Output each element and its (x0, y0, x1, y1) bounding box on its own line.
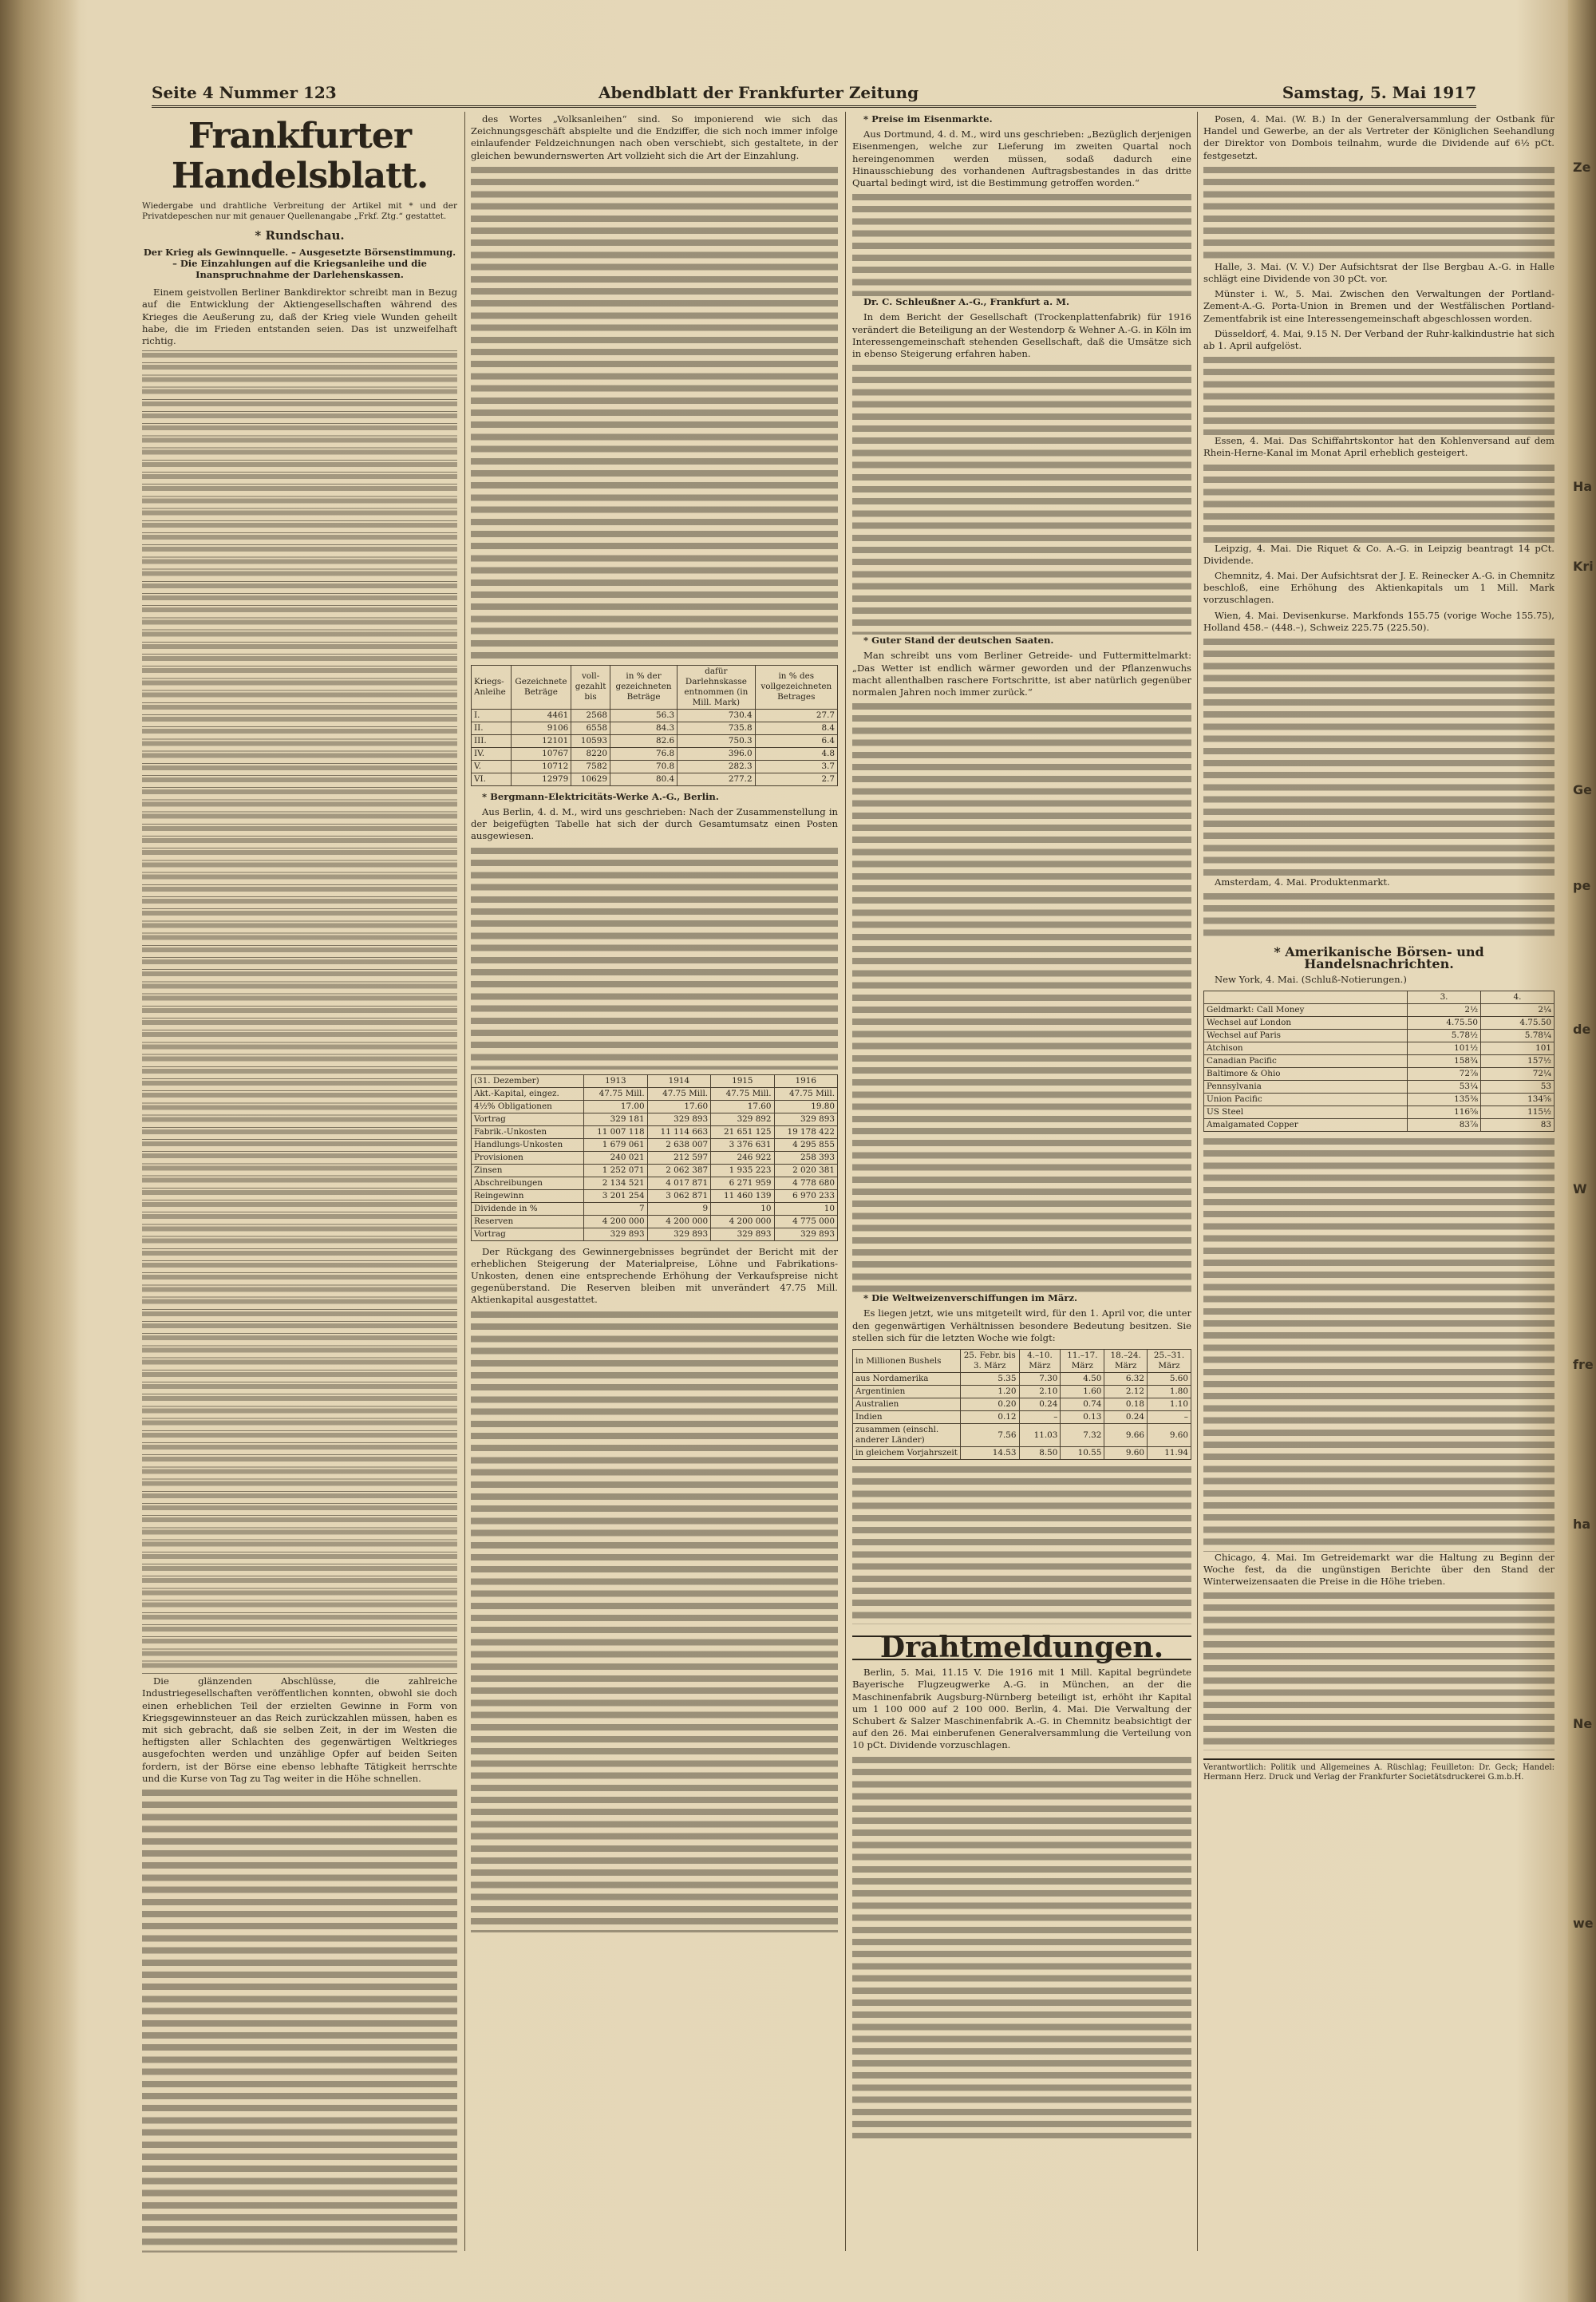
article-body-text (852, 702, 1191, 1292)
table-cell: 70.8 (610, 760, 677, 773)
table-row (472, 722, 838, 734)
table-cell: 9.60 (1104, 1447, 1148, 1460)
table-cell: Wechsel auf London (1204, 1016, 1408, 1029)
book-gutter (0, 0, 80, 2302)
table-cell: 10712 (511, 760, 571, 773)
table-cell: 2 062 387 (647, 1164, 710, 1177)
table-cell: 2 134 521 (584, 1177, 647, 1189)
table-cell: 212 597 (647, 1151, 710, 1164)
table-cell: Union Pacific (1204, 1093, 1408, 1106)
article-body-text (471, 1310, 838, 1932)
table-cell: aus Nordamerika (853, 1373, 961, 1386)
table-cell: 53 (1481, 1080, 1555, 1093)
table-cell: 17.00 (584, 1100, 647, 1113)
table-cell: 10.55 (1061, 1447, 1104, 1460)
table-cell: 8.4 (755, 722, 837, 734)
table-header-cell: 25. Febr. bis 3. März (960, 1350, 1019, 1373)
edge-fragment: Ze (1573, 160, 1591, 175)
table-cell: 6.32 (1104, 1373, 1148, 1386)
table-row (853, 1398, 1191, 1411)
table-cell: 2¼ (1481, 1003, 1555, 1016)
article-paragraph: Chicago, 4. Mai. Im Getreidemarkt war die Haltung zu Beginn der Woche fest, da die ungünstigen Berichte über den Stand der Winterweizensaaten die Preise in die Höhe trieben. (1203, 1551, 1555, 1588)
table-header-cell: 3. (1408, 991, 1481, 1003)
table-cell: Fabrik.-Unkosten (472, 1125, 584, 1138)
table-cell: 240 021 (584, 1151, 647, 1164)
article-paragraph: New York, 4. Mai. (Schluß-Notierungen.) (1215, 973, 1407, 985)
article-lede: Der Krieg als Gewinnquelle. – Ausgesetzte Börsenstimmung. – Die Einzahlungen auf die Kriegsanleihe und die Inanspruchnahme der Darlehenskassen. (143, 247, 456, 281)
facing-page-edge (1568, 0, 1596, 2302)
table-cell: 17.60 (647, 1100, 710, 1113)
table-header-cell: 1915 (711, 1074, 774, 1087)
table-cell: 329 893 (711, 1228, 774, 1240)
table-cell: 2.10 (1019, 1386, 1061, 1398)
table-cell: 4 200 000 (647, 1215, 710, 1228)
table-cell: 0.20 (960, 1398, 1019, 1411)
table-cell: 3 201 254 (584, 1189, 647, 1202)
article-paragraph: Die glänzenden Abschlüsse, die zahlreiche Industriegesellschaften veröffentlichen konnten, obwohl sie doch einen erheblichen Teil der erzielten Gewinne in Form von Kriegsgewinnsteuer an das Reich zurückzahlen müssen, haben es mit sich gebracht, daß sie selben Zeit, in der im Westen die heftigsten aller Schlachten des gegenwärtigen Weltkrieges ausgefochten werden und unzählige Opfer auf beiden Seiten fordern, ist der Börse eine ebenso lebhafte Tätigkeit herrschte und die Kurse von Tag zu Tag weiter in die Höhe schnellen. (142, 1675, 457, 1784)
table-cell: VI. (472, 773, 512, 785)
table-cell: Geldmarkt: Call Money (1204, 1003, 1408, 1016)
table-cell: 8220 (571, 747, 610, 760)
table-cell: 19.80 (774, 1100, 837, 1113)
table-cell: 4½% Obligationen (472, 1100, 584, 1113)
table-row (472, 1087, 838, 1100)
article-heading: * Guter Stand der deutschen Saaten. (863, 635, 1054, 647)
table-header-cell: 4. (1481, 991, 1555, 1003)
table-row (472, 1228, 838, 1240)
table-cell: – (1148, 1411, 1191, 1424)
table-cell: 0.74 (1061, 1398, 1104, 1411)
table-cell: 329 892 (711, 1113, 774, 1125)
table-cell: 329 893 (647, 1113, 710, 1125)
table-cell: 47.75 Mill. (584, 1087, 647, 1100)
table-cell: 72⅞ (1408, 1067, 1481, 1080)
wire-news-title: Drahtmeldungen. (852, 1636, 1191, 1660)
table-cell: 10593 (571, 734, 610, 747)
table-cell: 1.60 (1061, 1386, 1104, 1398)
table-cell: 134⅝ (1481, 1093, 1555, 1106)
table-cell: 329 893 (584, 1228, 647, 1240)
table-cell: I. (472, 709, 512, 722)
table-cell: Baltimore & Ohio (1204, 1067, 1408, 1080)
table-cell: 56.3 (610, 709, 677, 722)
table-cell: 8.50 (1019, 1447, 1061, 1460)
table-cell: 14.53 (960, 1447, 1019, 1460)
table-cell: Abschreibungen (472, 1177, 584, 1189)
table-cell: 3 376 631 (711, 1138, 774, 1151)
article-paragraph: Essen, 4. Mai. Das Schiffahrtskontor hat den Kohlenversand auf dem Rhein-Herne-Kanal im Monat April erheblich gesteigert. (1203, 435, 1555, 459)
table-cell: 6558 (571, 722, 610, 734)
table-cell: 80.4 (610, 773, 677, 785)
edge-fragment: W (1573, 1181, 1587, 1196)
table-row (1204, 1042, 1555, 1054)
table-cell: 282.3 (678, 760, 755, 773)
table-cell: 17.60 (711, 1100, 774, 1113)
edge-fragment: Ge (1573, 782, 1592, 797)
article-paragraph: Berlin, 5. Mai, 11.15 V. Die 1916 mit 1 Mill. Kapital begründete Bayerische Flugzeugwerke A.-G. in München, an der die Maschinenfabrik Augsburg-Nürnberg beteiligt ist, erhöht ihr Kapital um 1 100 000 auf 2 100 000. Berlin, 4. Mai. Die Verwaltung der Schubert & Salzer Maschinenfabrik A.-G. in Chemnitz beabsichtigt der auf den 26. Mai einberufenen Generalversammlung die Verteilung von 10 pCt. Dividende vorzuschlagen. (852, 1667, 1191, 1751)
table-cell: 0.18 (1104, 1398, 1148, 1411)
table-cell: 5.35 (960, 1373, 1019, 1386)
article-paragraph: Amsterdam, 4. Mai. Produktenmarkt. (1215, 876, 1390, 888)
table-cell: 82.6 (610, 734, 677, 747)
section-heading: * Amerikanische Börsen- und Handelsnachrichten. (1274, 944, 1484, 972)
table-header-cell: 25.–31. März (1148, 1350, 1191, 1373)
table-header-cell: 1914 (647, 1074, 710, 1087)
article-paragraph: In dem Bericht der Gesellschaft (Trockenplattenfabrik) für 1916 verändert die Beteiligung an der Westendorp & Wehner A.-G. in Köln im Interessengemeinschaft stehenden Gesellschaft, daß die Umsätze sich in ebenso Steigerung erfahren haben. (852, 311, 1191, 360)
table-cell: 11.94 (1148, 1447, 1191, 1460)
table-cell: Wechsel auf Paris (1204, 1029, 1408, 1042)
table-cell: Canadian Pacific (1204, 1054, 1408, 1067)
table-cell: 5.78½ (1408, 1029, 1481, 1042)
table-cell: 135⅜ (1408, 1093, 1481, 1106)
table-cell: 12101 (511, 734, 571, 747)
article-body-text (1203, 355, 1555, 435)
edge-fragment: de (1573, 1022, 1591, 1037)
table-cell: Zinsen (472, 1164, 584, 1177)
table-row (472, 1125, 838, 1138)
table-row (472, 709, 838, 722)
table-cell: US Steel (1204, 1106, 1408, 1118)
table-cell: 1 935 223 (711, 1164, 774, 1177)
table-cell: 47.75 Mill. (711, 1087, 774, 1100)
table-cell: 2568 (571, 709, 610, 722)
article-paragraph: des Wortes „Volksanleihen“ sind. So imponierend wie sich das Zeichnungsgeschäft abspielte und die Endziffer, die sich noch immer infolge einlaufender Feldzeichnungen nach oben verschiebt, sich gestaltete, in der gleichen bewundernswerten Art vollzieht sich die Art der Einzahlung. (471, 113, 838, 161)
section-masthead: Frankfurter Handelsblatt. (171, 116, 429, 196)
article-body-text (142, 350, 457, 1675)
table-cell: 1 679 061 (584, 1138, 647, 1151)
table-cell: Handlungs-Unkosten (472, 1138, 584, 1151)
table-row (472, 773, 838, 785)
column-4 (1203, 113, 1555, 2253)
table-cell: Provisionen (472, 1151, 584, 1164)
table-cell: 101½ (1408, 1042, 1481, 1054)
table-row (1204, 1067, 1555, 1080)
table-cell: Akt.-Kapital, eingez. (472, 1087, 584, 1100)
table-row (472, 1113, 838, 1125)
table-cell: 0.24 (1104, 1411, 1148, 1424)
table-row (853, 1424, 1191, 1447)
table-cell: 0.24 (1019, 1398, 1061, 1411)
table-header-cell (1204, 991, 1408, 1003)
table-row (472, 1202, 838, 1215)
table-cell: Vortrag (472, 1113, 584, 1125)
table-cell: Pennsylvania (1204, 1080, 1408, 1093)
table-header-cell: 18.–24. März (1104, 1350, 1148, 1373)
table-cell: 21 651 125 (711, 1125, 774, 1138)
table-cell: 158¾ (1408, 1054, 1481, 1067)
table-cell: 84.3 (610, 722, 677, 734)
table-cell: Indien (853, 1411, 961, 1424)
table-row (472, 1138, 838, 1151)
edge-fragment: pe (1573, 878, 1591, 893)
edge-fragment: ha (1573, 1517, 1591, 1532)
column-1 (142, 113, 457, 2253)
table-row (853, 1386, 1191, 1398)
article-heading: Dr. C. Schleußner A.-G., Frankfurt a. M. (863, 296, 1070, 308)
bergmann-balance-table (471, 1074, 838, 1241)
table-cell: 4.75.50 (1408, 1016, 1481, 1029)
table-cell: 2.7 (755, 773, 837, 785)
table-cell: 329 893 (774, 1228, 837, 1240)
table-row (1204, 1118, 1555, 1131)
article-paragraph: Man schreibt uns vom Berliner Getreide- und Futtermittelmarkt: „Das Wetter ist endlich wärmer geworden und der Pflanzenwuchs macht allenthalben raschere Fortschritte, ist aber natürlich gegenüber normalen Jahren noch immer zurück.“ (852, 650, 1191, 698)
article-body-text (852, 1755, 1191, 2138)
table-cell: III. (472, 734, 512, 747)
table-cell: 277.2 (678, 773, 755, 785)
table-header-cell: 1913 (584, 1074, 647, 1087)
table-cell: 735.8 (678, 722, 755, 734)
table-row (1204, 1093, 1555, 1106)
table-cell: 157½ (1481, 1054, 1555, 1067)
edge-fragment: Kri (1573, 559, 1594, 574)
article-heading: * Bergmann-Elektricitäts-Werke A.-G., Berlin. (482, 790, 719, 802)
table-cell: 750.3 (678, 734, 755, 747)
table-cell: 2 020 381 (774, 1164, 837, 1177)
edge-fragment: Ne (1573, 1716, 1593, 1731)
article-paragraph: Leipzig, 4. Mai. Die Riquet & Co. A.-G. in Leipzig beantragt 14 pCt. Dividende. (1203, 542, 1555, 566)
article-paragraph: Chemnitz, 4. Mai. Der Aufsichtsrat der J. E. Reinecker A.-G. in Chemnitz beschloß, eine Erhöhung des Aktienkapitals um 1 Mill. Mark vorzuschlagen. (1203, 570, 1555, 606)
table-cell: 4 200 000 (711, 1215, 774, 1228)
table-cell: 53¼ (1408, 1080, 1481, 1093)
page-number: Seite 4 Nummer 123 (152, 83, 337, 102)
table-cell: 72¼ (1481, 1067, 1555, 1080)
table-cell: 11 007 118 (584, 1125, 647, 1138)
table-cell: 83 (1481, 1118, 1555, 1131)
table-header-cell: 1916 (774, 1074, 837, 1087)
column-rule (464, 112, 465, 2251)
table-cell: 27.7 (755, 709, 837, 722)
table-row (853, 1447, 1191, 1460)
article-paragraph: Wien, 4. Mai. Devisenkurse. Markfonds 155.75 (vorige Woche 155.75), Holland 458.– (448.–), Schweiz 225.75 (225.50). (1203, 609, 1555, 633)
table-row (1204, 1016, 1555, 1029)
column-rule (1197, 112, 1198, 2251)
table-cell: 11.03 (1019, 1424, 1061, 1447)
table-cell: 6.4 (755, 734, 837, 747)
table-cell: 2½ (1408, 1003, 1481, 1016)
article-heading: * Die Weltweizenverschiffungen im März. (863, 1292, 1078, 1304)
table-cell: 19 178 422 (774, 1125, 837, 1138)
article-body-text (1203, 1591, 1555, 1750)
article-body-text (1203, 637, 1555, 876)
table-cell: 6 271 959 (711, 1177, 774, 1189)
table-cell: 101 (1481, 1042, 1555, 1054)
table-cell: 396.0 (678, 747, 755, 760)
article-paragraph: Posen, 4. Mai. (W. B.) In der Generalversammlung der Ostbank für Handel und Gewerbe, an der als Vertreter der Königlichen Seehandlung der Direktor von Dombois teilnahm, wurde die Dividende auf 6½ pCt. festgesetzt. (1203, 113, 1555, 161)
table-cell: V. (472, 760, 512, 773)
article-paragraph: Aus Berlin, 4. d. M., wird uns geschrieben: Nach der Zusammenstellung in der beigefügten Tabelle hat sich der durch Gesamtumsatz einen Posten ausgewiesen. (471, 806, 838, 842)
table-cell: 0.13 (1061, 1411, 1104, 1424)
table-cell: 329 893 (647, 1228, 710, 1240)
newspaper-name: Abendblatt der Frankfurter Zeitung (598, 83, 919, 102)
table-cell: 9 (647, 1202, 710, 1215)
article-paragraph: Düsseldorf, 4. Mai, 9.15 N. Der Verband der Ruhr-kalkindustrie hat sich ab 1. April aufgelöst. (1203, 327, 1555, 352)
table-cell: 7.56 (960, 1424, 1019, 1447)
article-body-text (471, 846, 838, 1070)
table-header-cell: (31. Dezember) (472, 1074, 584, 1087)
table-row (472, 1189, 838, 1202)
table-cell: 4.50 (1061, 1373, 1104, 1386)
table-cell: 11 460 139 (711, 1189, 774, 1202)
table-cell: II. (472, 722, 512, 734)
edge-fragment: fre (1573, 1357, 1594, 1372)
table-cell: 9106 (511, 722, 571, 734)
table-cell: Reingewinn (472, 1189, 584, 1202)
table-cell: 76.8 (610, 747, 677, 760)
column-2 (471, 113, 838, 2253)
article-body-text (1203, 892, 1555, 939)
table-row (472, 760, 838, 773)
table-cell: Argentinien (853, 1386, 961, 1398)
article-paragraph: Halle, 3. Mai. (V. V.) Der Aufsichtsrat der Ilse Bergbau A.-G. in Halle schlägt eine Dividende von 30 pCt. vor. (1203, 260, 1555, 285)
imprint-footer: Verantwortlich: Politik und Allgemeines A. Rüschlag; Feuilleton: Dr. Geck; Handel: Hermann Herz. Druck und Verlag der Frankfurter Societätsdruckerei G.m.b.H. (1203, 1758, 1555, 1782)
table-row (472, 1164, 838, 1177)
table-cell: 0.12 (960, 1411, 1019, 1424)
table-row (1204, 1003, 1555, 1016)
table-cell: 329 893 (774, 1113, 837, 1125)
table-cell: 1.20 (960, 1386, 1019, 1398)
table-cell: 9.60 (1148, 1424, 1191, 1447)
table-row (853, 1373, 1191, 1386)
table-cell: 730.4 (678, 709, 755, 722)
table-row (1204, 1106, 1555, 1118)
table-row (472, 734, 838, 747)
table-cell: 10629 (571, 773, 610, 785)
table-cell: 1.80 (1148, 1386, 1191, 1398)
table-cell: Amalgamated Copper (1204, 1118, 1408, 1131)
wheat-shipments-table (852, 1349, 1191, 1460)
table-cell: 83⅞ (1408, 1118, 1481, 1131)
table-cell: 5.60 (1148, 1373, 1191, 1386)
table-cell: Australien (853, 1398, 961, 1411)
table-cell: 4 775 000 (774, 1215, 837, 1228)
article-body-text (1203, 165, 1555, 261)
table-cell: 7582 (571, 760, 610, 773)
article-body-text (142, 1788, 457, 2253)
table-cell: 7.30 (1019, 1373, 1061, 1386)
table-cell: 4 200 000 (584, 1215, 647, 1228)
table-cell: 9.66 (1104, 1424, 1148, 1447)
table-cell: – (1019, 1411, 1061, 1424)
table-cell: 115½ (1481, 1106, 1555, 1118)
table-cell: 2 638 007 (647, 1138, 710, 1151)
table-cell: 10767 (511, 747, 571, 760)
table-header-cell: 4.–10. März (1019, 1350, 1061, 1373)
table-cell: 258 393 (774, 1151, 837, 1164)
table-cell: 7.32 (1061, 1424, 1104, 1447)
table-cell: 47.75 Mill. (774, 1087, 837, 1100)
article-body-text (1203, 1137, 1555, 1552)
table-row (1204, 1054, 1555, 1067)
table-cell: IV. (472, 747, 512, 760)
article-paragraph: Der Rückgang des Gewinnergebnisses begründet der Bericht mit der erheblichen Steigerung der Materialpreise, Löhne und Fabrikations-Unkosten, denen eine entsprechende Erhöhung der Verkaufspreise nicht gegenüberstand. Die Reserven bleiben mit unverändert 47.75 Mill. Aktienkapital ausgestattet. (471, 1245, 838, 1306)
article-paragraph: Es liegen jetzt, wie uns mitgeteilt wird, für den 1. April vor, die unter den gegenwärtigen Verhältnissen besondere Bedeutung besitzen. Sie stellen sich für die letzten Woche wie folgt: (852, 1307, 1191, 1343)
article-body-text (852, 192, 1191, 296)
table-cell: 4 017 871 (647, 1177, 710, 1189)
table-row (1204, 1080, 1555, 1093)
article-body-text (1203, 463, 1555, 543)
table-cell: 5.78¼ (1481, 1029, 1555, 1042)
table-cell: 329 181 (584, 1113, 647, 1125)
table-cell: 4.75.50 (1481, 1016, 1555, 1029)
table-cell: 10 (711, 1202, 774, 1215)
table-cell: Atchison (1204, 1042, 1408, 1054)
article-body-text (852, 363, 1191, 635)
table-cell: Vortrag (472, 1228, 584, 1240)
article-body-text (471, 165, 838, 660)
table-header-cell: in Millionen Bushels (853, 1350, 961, 1373)
table-cell: 4.8 (755, 747, 837, 760)
table-cell: 47.75 Mill. (647, 1087, 710, 1100)
article-heading: * Preise im Eisenmarkte. (863, 113, 993, 125)
table-header-cell: voll-gezahlt bis (571, 665, 610, 709)
table-cell: 6 970 233 (774, 1189, 837, 1202)
table-cell: 3 062 871 (647, 1189, 710, 1202)
table-row (1204, 1029, 1555, 1042)
edge-fragment: Ha (1573, 479, 1593, 494)
table-row (472, 1177, 838, 1189)
table-row (472, 1151, 838, 1164)
column-3 (852, 113, 1191, 2253)
table-cell: 246 922 (711, 1151, 774, 1164)
table-cell: 4461 (511, 709, 571, 722)
table-header-cell: in % des vollgezeichneten Betrages (755, 665, 837, 709)
column-rule (845, 112, 846, 2251)
table-cell: 10 (774, 1202, 837, 1215)
table-header-cell: Kriegs-Anleihe (472, 665, 512, 709)
table-cell: Dividende in % (472, 1202, 584, 1215)
table-cell: Reserven (472, 1215, 584, 1228)
table-row (472, 747, 838, 760)
table-row (472, 1100, 838, 1113)
table-cell: zusammen (einschl. anderer Länder) (853, 1424, 961, 1447)
edge-fragment: we (1573, 1916, 1594, 1931)
table-header-cell: Gezeichnete Beträge (511, 665, 571, 709)
table-header-cell: 11.–17. März (1061, 1350, 1104, 1373)
table-header-cell: in % der gezeichneten Beträge (610, 665, 677, 709)
table-cell: 12979 (511, 773, 571, 785)
article-paragraph: Münster i. W., 5. Mai. Zwischen den Verwaltungen der Portland-Zement-A.-G. Porta-Union in Bremen und der Westfälischen Portland-Zementfabrik ist eine Interessengemeinschaft abgeschlossen worden. (1203, 288, 1555, 324)
war-loan-table (471, 665, 838, 786)
table-cell: 2.12 (1104, 1386, 1148, 1398)
table-cell: in gleichem Vorjahrszeit (853, 1447, 961, 1460)
table-cell: 7 (584, 1202, 647, 1215)
article-body-text (852, 1465, 1191, 1624)
page-header (152, 81, 1476, 108)
article-paragraph: Einem geistvollen Berliner Bankdirektor schreibt man in Bezug auf die Entwicklung der Aktiengesellschaften während des Krieges die Aeußerung zu, daß der Krieg viele Wunden geheilt habe, die im Frieden entstanden seien. Das ist unzweifelhaft richtig. (142, 287, 457, 347)
section-title: * Rundschau. (255, 228, 345, 243)
table-cell: 116⅝ (1408, 1106, 1481, 1118)
table-row (472, 1215, 838, 1228)
ny-quotes-table (1203, 991, 1555, 1132)
table-header-cell: dafür Darlehnskasse entnommen (in Mill. Mark) (678, 665, 755, 709)
table-cell: 4 295 855 (774, 1138, 837, 1151)
page-date: Samstag, 5. Mai 1917 (1282, 83, 1476, 102)
table-cell: 3.7 (755, 760, 837, 773)
copyright-note: Wiedergabe und drahtliche Verbreitung der Artikel mit * und der Privatdepeschen nur mit genauer Quellenangabe „Frkf. Ztg.“ gestattet. (142, 201, 457, 221)
table-row (853, 1411, 1191, 1424)
table-cell: 1.10 (1148, 1398, 1191, 1411)
table-cell: 4 778 680 (774, 1177, 837, 1189)
article-paragraph: Aus Dortmund, 4. d. M., wird uns geschrieben: „Bezüglich derjenigen Eisenmengen, welche zur Lieferung im zweiten Quartal noch hereingenommen werden müssen, sodaß dadurch eine Hinausschiebung des vorhandenen Auftragsbestandes in das dritte Quartal bedingt wird, ist die Bestimmung getroffen worden.“ (852, 129, 1191, 189)
table-cell: 11 114 663 (647, 1125, 710, 1138)
table-cell: 1 252 071 (584, 1164, 647, 1177)
